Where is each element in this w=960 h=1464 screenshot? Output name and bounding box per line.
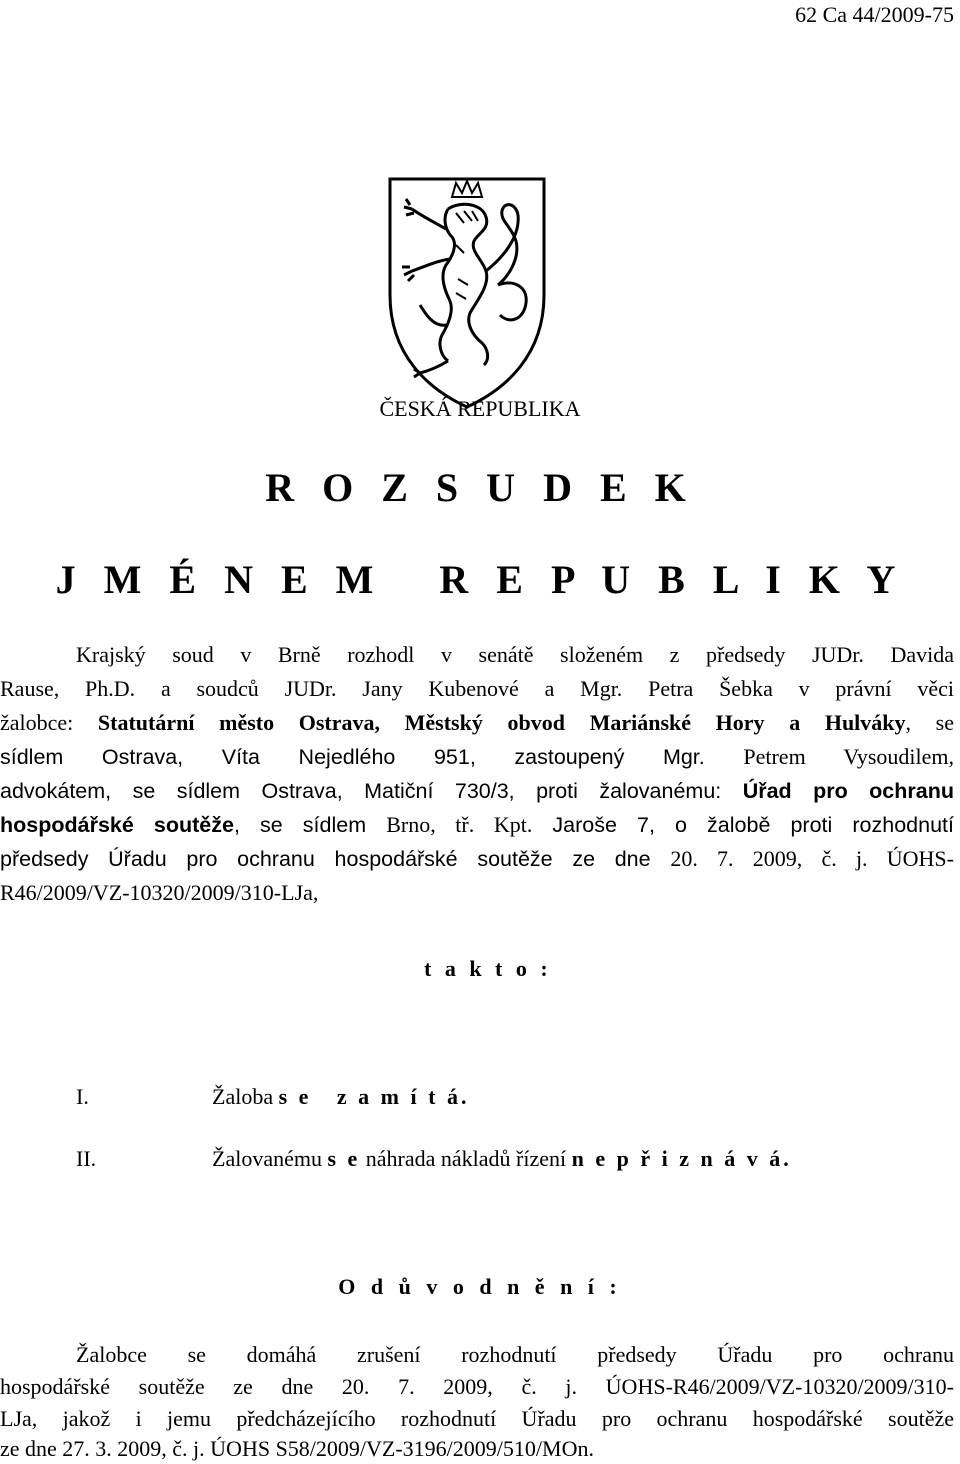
reasoning-line-3: LJa, jakož i jemu předcházejícího rozhodnutí Úřadu pro ochranu hospodářské soutěže xyxy=(0,1406,954,1431)
verdict-2-emphasis-1: s e xyxy=(327,1146,361,1171)
intro-line-5a: advokátem, se sídlem Ostrava, Matiční 730/3, proti žalovanému: xyxy=(0,779,743,803)
verdict-2-number: II. xyxy=(76,1146,97,1171)
verdict-2-text-e: . xyxy=(783,1146,789,1171)
verdict-2-text-c: náhrada nákladů řízení xyxy=(360,1146,572,1171)
reasoning-heading: O d ů v o d n ě n í : xyxy=(338,1274,622,1299)
intro-line-4 xyxy=(0,742,954,772)
intro-line-1: Krajský soud v Brně rozhodl v senátě složeném z předsedy JUDr. Davida xyxy=(76,642,954,667)
verdict-1-text xyxy=(212,1084,466,1110)
intro-line-4a: sídlem Ostrava, Víta Nejedlého 951, zastoupený Mgr. xyxy=(0,745,705,769)
intro-line-8: R46/2009/VZ-10320/2009/310-LJa, xyxy=(0,880,319,905)
verdict-1-number: I. xyxy=(76,1084,89,1109)
verdict-2-text xyxy=(212,1146,789,1172)
verdict-2-text-a: Žalovanému xyxy=(212,1146,328,1171)
czech-lion-coat-of-arms-icon xyxy=(386,175,548,411)
intro-line-5 xyxy=(0,776,954,806)
defendant-name: Úřad pro ochranu xyxy=(742,779,954,803)
intro-line-6d: Jaroše 7, o žalobě proti rozhodnutí xyxy=(552,813,954,837)
verdict-2-emphasis-2: n e p ř i z n á v á xyxy=(571,1146,784,1171)
reasoning-line-1: Žalobce se domáhá zrušení rozhodnutí předsedy Úřadu pro ochranu xyxy=(76,1342,954,1367)
intro-line-6b: , se sídlem xyxy=(233,813,367,837)
reasoning-line-4: ze dne 27. 3. 2009, č. j. ÚOHS S58/2009/VZ-3196/2009/510/MOn. xyxy=(0,1436,594,1461)
intro-line-3c: , se xyxy=(905,710,954,735)
intro-line-2 xyxy=(0,674,954,704)
document-title: R O Z S U D E K xyxy=(265,465,695,510)
plaintiff-name: Statutární město Ostrava, Městský obvod Mariánské Hory a Hulváky xyxy=(97,710,906,735)
intro-line-6c: Brno, tř. Kpt. xyxy=(386,812,533,837)
country-name: ČESKÁ REPUBLIKA xyxy=(379,396,581,421)
verdict-intro: t a k t o : xyxy=(424,956,552,981)
intro-line-4b: Petrem Vysoudilem, xyxy=(743,744,954,769)
reasoning-line-2: hospodářské soutěže ze dne 20. 7. 2009, č. j. ÚOHS-R46/2009/VZ-10320/2009/310- xyxy=(0,1374,954,1399)
intro-line-6 xyxy=(0,810,954,840)
intro-line-7a: předsedy Úřadu pro ochranu hospodářské soutěže ze dne xyxy=(0,847,651,871)
file-number: 62 Ca 44/2009-75 xyxy=(795,2,954,27)
document-subtitle: J M É N E M R E P U B L I K Y xyxy=(55,557,905,602)
verdict-1-text-c: . xyxy=(460,1084,467,1109)
intro-line-7b: 20. 7. 2009, č. j. ÚOHS- xyxy=(670,846,954,871)
intro-line-2b: Petra Šebka v právní věci xyxy=(648,676,955,701)
intro-line-2a: Rause, Ph.D. a soudců JUDr. Jany Kubenové a Mgr. xyxy=(0,676,623,701)
intro-line-7 xyxy=(0,844,954,874)
intro-line-3 xyxy=(0,708,954,738)
defendant-name-cont: hospodářské soutěže xyxy=(0,813,234,837)
verdict-1-text-a: Žaloba xyxy=(212,1084,279,1109)
intro-line-3a: žalobce: xyxy=(0,710,98,735)
verdict-1-emphasis: s e z a m í t á xyxy=(278,1084,461,1109)
